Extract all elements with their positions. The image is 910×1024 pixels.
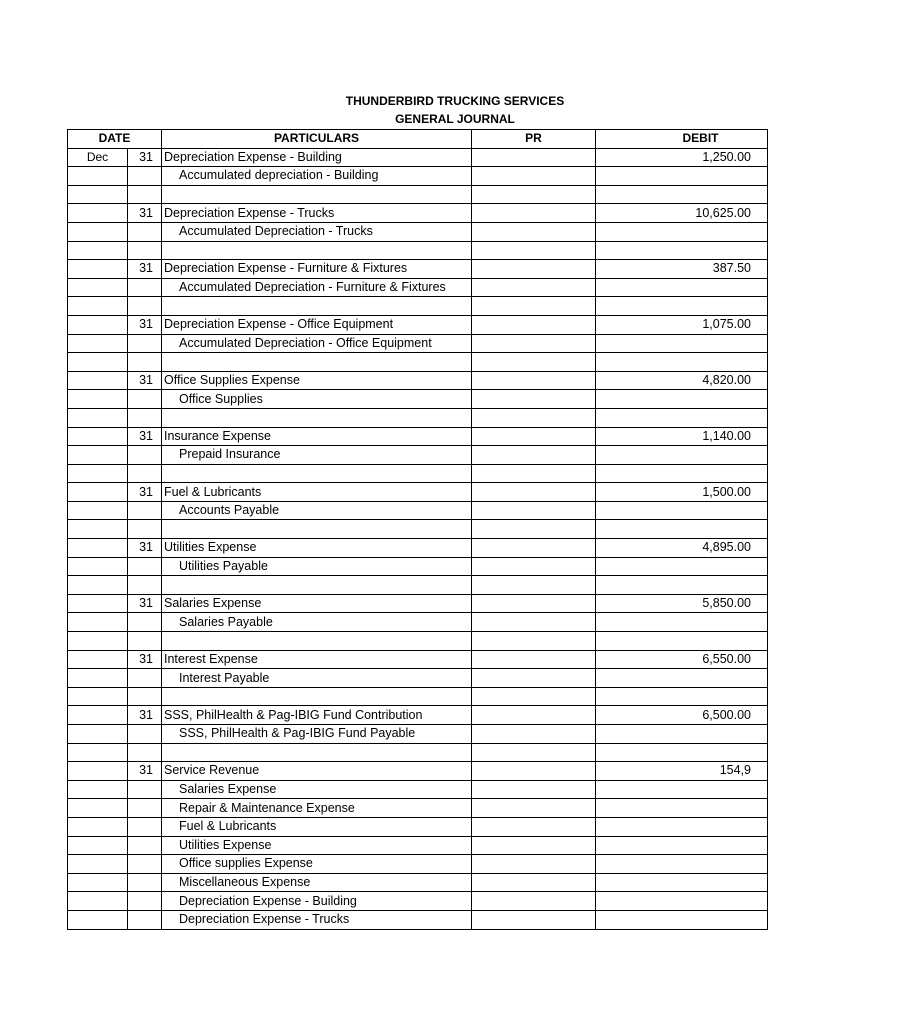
particulars-column-header: PARTICULARS — [162, 130, 472, 149]
date-day-cell — [128, 185, 162, 204]
debit-amount-cell: 1,500.00 — [596, 483, 768, 502]
credit-account-cell: Accounts Payable — [162, 501, 472, 520]
credit-account-cell: Salaries Expense — [162, 780, 472, 799]
posting-reference-cell — [472, 780, 596, 799]
date-month-cell — [68, 185, 128, 204]
date-month-cell — [68, 315, 128, 334]
posting-reference-cell — [472, 222, 596, 241]
journal-row — [68, 576, 768, 595]
date-month-cell — [68, 799, 128, 818]
date-day-cell — [128, 669, 162, 688]
date-day-cell: 31 — [128, 706, 162, 725]
date-day-cell — [128, 855, 162, 874]
journal-row — [68, 148, 768, 167]
posting-reference-cell — [472, 241, 596, 260]
debit-account-cell: Depreciation Expense - Furniture & Fixtures — [162, 260, 472, 279]
date-month-cell — [68, 650, 128, 669]
journal-row — [68, 408, 768, 427]
posting-reference-cell — [472, 446, 596, 465]
debit-amount-cell — [596, 780, 768, 799]
date-day-cell — [128, 297, 162, 316]
journal-row — [68, 594, 768, 613]
date-month-cell — [68, 167, 128, 186]
debit-account-cell — [162, 353, 472, 372]
debit-amount-cell — [596, 222, 768, 241]
date-day-cell — [128, 576, 162, 595]
journal-row — [68, 446, 768, 465]
journal-row — [68, 855, 768, 874]
date-month-cell — [68, 855, 128, 874]
date-month-cell — [68, 539, 128, 558]
date-day-cell — [128, 167, 162, 186]
date-month-cell — [68, 464, 128, 483]
debit-account-cell — [162, 241, 472, 260]
journal-table — [67, 129, 768, 930]
date-day-cell: 31 — [128, 539, 162, 558]
date-day-cell — [128, 520, 162, 539]
journal-row — [68, 334, 768, 353]
journal-row — [68, 371, 768, 390]
debit-account-cell — [162, 185, 472, 204]
date-day-cell — [128, 557, 162, 576]
debit-account-cell — [162, 632, 472, 651]
date-month-cell — [68, 743, 128, 762]
date-day-cell — [128, 743, 162, 762]
credit-account-cell: Accumulated Depreciation - Office Equipment — [162, 334, 472, 353]
date-month-cell — [68, 260, 128, 279]
debit-account-cell: Depreciation Expense - Trucks — [162, 204, 472, 223]
journal-row — [68, 613, 768, 632]
debit-column-header — [596, 130, 768, 149]
date-day-cell — [128, 241, 162, 260]
date-month-cell — [68, 222, 128, 241]
date-day-cell — [128, 725, 162, 744]
journal-row — [68, 873, 768, 892]
debit-account-cell — [162, 464, 472, 483]
posting-reference-cell — [472, 520, 596, 539]
posting-reference-cell — [472, 483, 596, 502]
date-day-cell — [128, 799, 162, 818]
date-day-cell — [128, 613, 162, 632]
date-day-cell: 31 — [128, 427, 162, 446]
date-month-cell — [68, 371, 128, 390]
posting-reference-cell — [472, 669, 596, 688]
debit-amount-cell — [596, 687, 768, 706]
debit-amount-cell: 1,075.00 — [596, 315, 768, 334]
journal-row — [68, 483, 768, 502]
date-day-cell — [128, 334, 162, 353]
journal-row — [68, 167, 768, 186]
credit-account-cell: Salaries Payable — [162, 613, 472, 632]
debit-account-cell — [162, 743, 472, 762]
date-month-cell — [68, 446, 128, 465]
date-month-cell — [68, 278, 128, 297]
date-day-cell — [128, 408, 162, 427]
posting-reference-cell — [472, 353, 596, 372]
date-day-cell: 31 — [128, 371, 162, 390]
debit-amount-cell — [596, 446, 768, 465]
date-month-cell — [68, 520, 128, 539]
date-day-cell — [128, 353, 162, 372]
date-day-cell — [128, 464, 162, 483]
journal-table-viewport — [67, 129, 751, 931]
posting-reference-cell — [472, 799, 596, 818]
credit-account-cell: Office supplies Expense — [162, 855, 472, 874]
debit-amount-cell: 10,625.00 — [596, 204, 768, 223]
date-month-cell — [68, 408, 128, 427]
date-month-cell: Dec — [68, 148, 128, 167]
date-month-cell — [68, 873, 128, 892]
date-day-cell — [128, 446, 162, 465]
debit-account-cell: Service Revenue — [162, 762, 472, 781]
journal-row — [68, 743, 768, 762]
journal-row — [68, 390, 768, 409]
posting-reference-cell — [472, 148, 596, 167]
credit-account-cell: Utilities Expense — [162, 836, 472, 855]
date-day-cell: 31 — [128, 483, 162, 502]
posting-reference-cell — [472, 836, 596, 855]
date-day-cell — [128, 278, 162, 297]
debit-amount-cell — [596, 632, 768, 651]
credit-account-cell: Accumulated depreciation - Building — [162, 167, 472, 186]
date-month-cell — [68, 297, 128, 316]
date-month-cell — [68, 483, 128, 502]
journal-row — [68, 315, 768, 334]
debit-header-label: DEBIT — [682, 131, 719, 146]
date-month-cell — [68, 390, 128, 409]
debit-amount-cell — [596, 817, 768, 836]
date-month-cell — [68, 725, 128, 744]
debit-amount-cell — [596, 892, 768, 911]
date-day-cell — [128, 836, 162, 855]
debit-amount-cell: 1,140.00 — [596, 427, 768, 446]
date-month-cell — [68, 241, 128, 260]
posting-reference-cell — [472, 464, 596, 483]
posting-reference-cell — [472, 725, 596, 744]
date-month-cell — [68, 501, 128, 520]
date-day-cell — [128, 910, 162, 929]
journal-row — [68, 520, 768, 539]
date-month-cell — [68, 910, 128, 929]
credit-account-cell: Depreciation Expense - Trucks — [162, 910, 472, 929]
credit-account-cell: Miscellaneous Expense — [162, 873, 472, 892]
journal-row — [68, 780, 768, 799]
date-day-cell: 31 — [128, 260, 162, 279]
debit-account-cell — [162, 297, 472, 316]
date-day-cell — [128, 780, 162, 799]
journal-row — [68, 836, 768, 855]
debit-account-cell — [162, 687, 472, 706]
journal-row — [68, 632, 768, 651]
journal-row — [68, 501, 768, 520]
date-month-cell — [68, 557, 128, 576]
date-day-cell: 31 — [128, 650, 162, 669]
debit-amount-cell — [596, 613, 768, 632]
header-row — [68, 130, 768, 149]
date-month-cell — [68, 427, 128, 446]
debit-account-cell: Salaries Expense — [162, 594, 472, 613]
journal-row — [68, 762, 768, 781]
posting-reference-cell — [472, 576, 596, 595]
journal-row — [68, 204, 768, 223]
posting-reference-cell — [472, 408, 596, 427]
debit-account-cell: Interest Expense — [162, 650, 472, 669]
debit-account-cell: SSS, PhilHealth & Pag-IBIG Fund Contribution — [162, 706, 472, 725]
date-month-cell — [68, 353, 128, 372]
date-day-cell — [128, 892, 162, 911]
debit-amount-cell — [596, 873, 768, 892]
date-month-cell — [68, 632, 128, 651]
date-month-cell — [68, 576, 128, 595]
debit-account-cell — [162, 576, 472, 595]
credit-account-cell: Fuel & Lubricants — [162, 817, 472, 836]
posting-reference-cell — [472, 817, 596, 836]
posting-reference-cell — [472, 910, 596, 929]
posting-reference-cell — [472, 204, 596, 223]
date-month-cell — [68, 762, 128, 781]
date-column-header: DATE — [68, 130, 162, 149]
posting-reference-cell — [472, 855, 596, 874]
journal-row — [68, 910, 768, 929]
date-day-cell: 31 — [128, 594, 162, 613]
debit-amount-cell: 387.50 — [596, 260, 768, 279]
date-day-cell — [128, 222, 162, 241]
posting-reference-cell — [472, 762, 596, 781]
debit-account-cell: Depreciation Expense - Building — [162, 148, 472, 167]
date-month-cell — [68, 817, 128, 836]
debit-account-cell: Fuel & Lubricants — [162, 483, 472, 502]
posting-reference-cell — [472, 334, 596, 353]
date-month-cell — [68, 204, 128, 223]
date-month-cell — [68, 613, 128, 632]
debit-amount-cell — [596, 353, 768, 372]
debit-amount-cell — [596, 167, 768, 186]
posting-reference-cell — [472, 185, 596, 204]
date-day-cell — [128, 390, 162, 409]
debit-amount-cell — [596, 557, 768, 576]
date-day-cell — [128, 632, 162, 651]
debit-amount-cell — [596, 520, 768, 539]
date-month-cell — [68, 669, 128, 688]
journal-row — [68, 353, 768, 372]
journal-row — [68, 278, 768, 297]
journal-row — [68, 260, 768, 279]
date-day-cell — [128, 873, 162, 892]
journal-row — [68, 817, 768, 836]
posting-reference-cell — [472, 297, 596, 316]
date-day-cell: 31 — [128, 315, 162, 334]
debit-amount-cell — [596, 725, 768, 744]
debit-amount-cell — [596, 297, 768, 316]
debit-amount-cell: 6,500.00 — [596, 706, 768, 725]
debit-amount-cell: 6,550.00 — [596, 650, 768, 669]
posting-reference-cell — [472, 501, 596, 520]
journal-row — [68, 892, 768, 911]
credit-account-cell: SSS, PhilHealth & Pag-IBIG Fund Payable — [162, 725, 472, 744]
journal-row — [68, 222, 768, 241]
posting-reference-cell — [472, 539, 596, 558]
debit-amount-cell: 4,820.00 — [596, 371, 768, 390]
posting-reference-cell — [472, 167, 596, 186]
debit-account-cell: Utilities Expense — [162, 539, 472, 558]
debit-amount-cell — [596, 799, 768, 818]
date-day-cell: 31 — [128, 762, 162, 781]
debit-amount-cell: 5,850.00 — [596, 594, 768, 613]
posting-reference-cell — [472, 892, 596, 911]
debit-account-cell: Insurance Expense — [162, 427, 472, 446]
credit-account-cell: Office Supplies — [162, 390, 472, 409]
debit-account-cell — [162, 520, 472, 539]
credit-account-cell: Repair & Maintenance Expense — [162, 799, 472, 818]
debit-amount-cell — [596, 464, 768, 483]
date-day-cell — [128, 687, 162, 706]
debit-amount-cell — [596, 278, 768, 297]
posting-reference-cell — [472, 260, 596, 279]
posting-reference-cell — [472, 390, 596, 409]
journal-row — [68, 706, 768, 725]
date-month-cell — [68, 706, 128, 725]
debit-amount-cell — [596, 855, 768, 874]
date-day-cell: 31 — [128, 148, 162, 167]
posting-reference-cell — [472, 427, 596, 446]
debit-account-cell: Depreciation Expense - Office Equipment — [162, 315, 472, 334]
debit-account-cell — [162, 408, 472, 427]
posting-reference-cell — [472, 594, 596, 613]
date-month-cell — [68, 892, 128, 911]
posting-reference-cell — [472, 557, 596, 576]
credit-account-cell: Utilities Payable — [162, 557, 472, 576]
journal-row — [68, 297, 768, 316]
debit-amount-cell — [596, 241, 768, 260]
date-month-cell — [68, 594, 128, 613]
debit-amount-cell — [596, 408, 768, 427]
date-month-cell — [68, 687, 128, 706]
debit-amount-cell — [596, 185, 768, 204]
debit-amount-cell — [596, 669, 768, 688]
debit-amount-cell: 4,895.00 — [596, 539, 768, 558]
debit-amount-cell — [596, 836, 768, 855]
journal-row — [68, 669, 768, 688]
journal-row — [68, 464, 768, 483]
credit-account-cell: Interest Payable — [162, 669, 472, 688]
journal-row — [68, 427, 768, 446]
debit-amount-cell — [596, 910, 768, 929]
debit-amount-cell — [596, 743, 768, 762]
debit-account-cell: Office Supplies Expense — [162, 371, 472, 390]
posting-reference-cell — [472, 278, 596, 297]
posting-reference-cell — [472, 632, 596, 651]
debit-amount-cell: 1,250.00 — [596, 148, 768, 167]
pr-column-header: PR — [472, 130, 596, 149]
journal-row — [68, 539, 768, 558]
journal-row — [68, 725, 768, 744]
credit-account-cell: Accumulated Depreciation - Trucks — [162, 222, 472, 241]
debit-amount-cell — [596, 390, 768, 409]
posting-reference-cell — [472, 743, 596, 762]
journal-row — [68, 557, 768, 576]
debit-amount-cell: 154,9 — [596, 762, 768, 781]
date-day-cell — [128, 817, 162, 836]
posting-reference-cell — [472, 371, 596, 390]
posting-reference-cell — [472, 706, 596, 725]
date-month-cell — [68, 334, 128, 353]
debit-amount-cell — [596, 576, 768, 595]
credit-account-cell: Prepaid Insurance — [162, 446, 472, 465]
date-month-cell — [68, 836, 128, 855]
journal-row — [68, 799, 768, 818]
journal-row — [68, 650, 768, 669]
company-title: THUNDERBIRD TRUCKING SERVICES — [345, 94, 565, 108]
credit-account-cell: Depreciation Expense - Building — [162, 892, 472, 911]
posting-reference-cell — [472, 687, 596, 706]
date-day-cell: 31 — [128, 204, 162, 223]
journal-row — [68, 687, 768, 706]
posting-reference-cell — [472, 650, 596, 669]
debit-amount-cell — [596, 501, 768, 520]
date-day-cell — [128, 501, 162, 520]
journal-row — [68, 241, 768, 260]
journal-title: GENERAL JOURNAL — [395, 112, 515, 126]
date-month-cell — [68, 780, 128, 799]
credit-account-cell: Accumulated Depreciation - Furniture & Fixtures — [162, 278, 472, 297]
posting-reference-cell — [472, 613, 596, 632]
journal-row — [68, 185, 768, 204]
posting-reference-cell — [472, 315, 596, 334]
debit-amount-cell — [596, 334, 768, 353]
posting-reference-cell — [472, 873, 596, 892]
